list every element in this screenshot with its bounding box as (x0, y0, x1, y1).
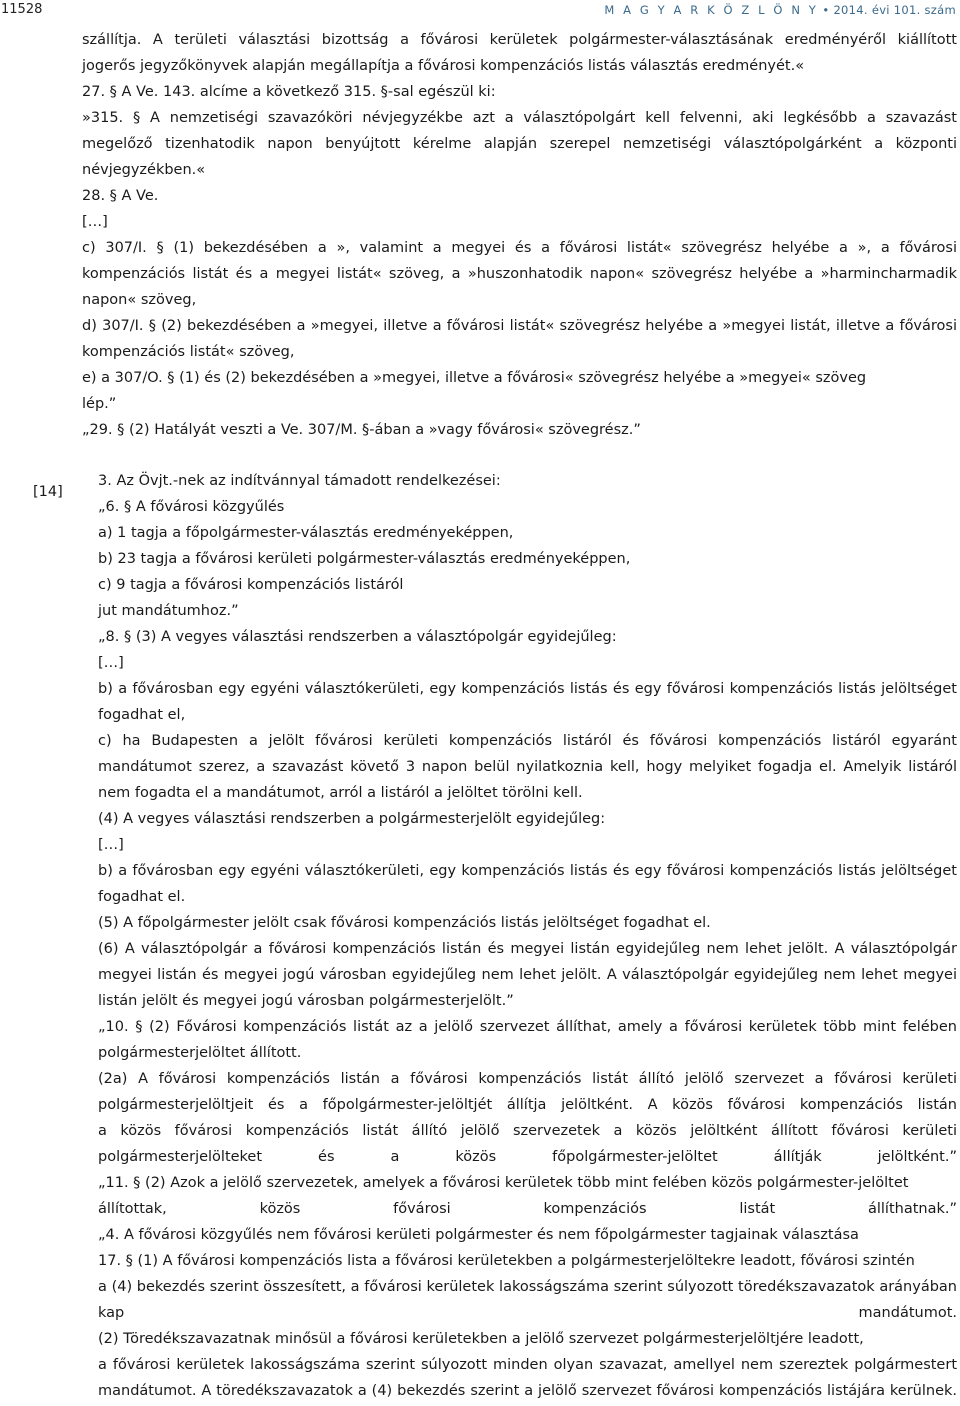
text-line: a fővárosi kerületek lakosságszáma szerint súlyozott minden olyan szavazat, amellyel nem szereztek polgármestert (98, 1357, 957, 1373)
text-line: b) a fővárosban egy egyéni választókerületi, egy kompenzációs listás és egy fővárosi kompenzációs listás jelöltséget (98, 863, 957, 879)
journal-info (604, 3, 956, 17)
text-line: kompenzációs listát és a megyei listát« szöveg, a »huszonhatodik napon« szövegrész helyébe a »harmincharmadik (82, 266, 957, 282)
text-line: (2) Töredékszavazatnak minősül a fővárosi kerületekben a jelölő szervezet polgármesterjelöltjére leadott, (98, 1331, 864, 1347)
text-line: (4) A vegyes választási rendszerben a polgármesterjelölt egyidejűleg: (98, 811, 606, 827)
text-line: 27. § A Ve. 143. alcíme a következő 315. §-sal egészül ki: (82, 84, 496, 100)
page-number: 11528 (1, 2, 43, 17)
text-line: kompenzációs listát« szöveg, (82, 344, 295, 360)
text-line: d) 307/I. § (2) bekezdésében a »megyei, illetve a fővárosi listát« szövegrész helyébe a »megyei listát, illetve a fővárosi (82, 318, 957, 334)
text-line: fogadhat el, (98, 707, 186, 723)
text-line: 17. § (1) A fővárosi kompenzációs lista a fővárosi kerületekben a polgármesterjelöltekre leadott, fővárosi szintén (98, 1253, 915, 1269)
text-line: névjegyzékben.« (82, 162, 206, 178)
text-line: jogerős jegyzőkönyvek alapján megállapítja a fővárosi kompenzációs listás választás eredményét.« (82, 58, 805, 74)
text-line: c) 9 tagja a fővárosi kompenzációs listáról (98, 577, 404, 593)
text-line: (5) A főpolgármester jelölt csak fővárosi kompenzációs listás jelöltséget fogadhat el. (98, 915, 711, 931)
text-line: mandátumot. A töredékszavazatok a (4) bekezdés szerint a jelölő szervezet fővárosi kompenzációs listájára kerülnek. (98, 1383, 957, 1399)
text-line: „6. § A fővárosi közgyűlés (98, 499, 285, 515)
text-line: „11. § (2) Azok a jelölő szervezetek, amelyek a fővárosi kerületek több mint felében közös polgármester-jelöltet (98, 1175, 909, 1191)
page-header (0, 0, 960, 22)
text-line: állítottak, közös fővárosi kompenzációs listát állíthatnak.” (98, 1201, 957, 1217)
text-line: a) 1 tagja a főpolgármester-választás eredményeképpen, (98, 525, 514, 541)
text-line: […] (98, 655, 124, 671)
text-line: c) ha Budapesten a jelölt fővárosi kerületi kompenzációs listáról és fővárosi kompenzációs listáról egyaránt (98, 733, 957, 749)
text-line: »315. § A nemzetiségi szavazóköri névjegyzékbe azt a választópolgárt kell felvenni, aki legkésőbb a szavazást (82, 110, 957, 126)
journal-title: M A G Y A R K Ö Z L Ö N Y (604, 3, 819, 17)
text-line: e) a 307/O. § (1) és (2) bekezdésében a »megyei, illetve a fővárosi« szövegrész helyébe a »megyei« szöveg (82, 370, 867, 386)
text-line: „4. A fővárosi közgyűlés nem fővárosi kerületi polgármester és nem főpolgármester tagjainak választása (98, 1227, 859, 1243)
text-line: 28. § A Ve. (82, 188, 159, 204)
text-line: nem fogadta el a mandátumot, arról a listáról a jelöltet törölni kell. (98, 785, 583, 801)
text-line: a (4) bekezdés szerint összesített, a fővárosi kerületek lakosságszáma szerint súlyozott töredékszavazatok arányában (98, 1279, 957, 1295)
text-line: b) a fővárosban egy egyéni választókerületi, egy kompenzációs listás és egy fővárosi kompenzációs listás jelöltséget (98, 681, 957, 697)
text-line: „29. § (2) Hatályát veszti a Ve. 307/M. §-ában a »vagy fővárosi« szövegrész.” (82, 422, 641, 438)
text-line: fogadhat el. (98, 889, 186, 905)
text-line: a közös fővárosi kompenzációs listát állító jelölő szervezetek a közös jelöltként állított fővárosi kerületi (98, 1123, 957, 1139)
issue-label: 2014. évi 101. szám (833, 3, 956, 17)
text-line: polgármesterjelöltet állított. (98, 1045, 302, 1061)
text-line: (2a) A fővárosi kompenzációs listán a fővárosi kompenzációs listát állító jelölő szervezet a fővárosi kerületi (98, 1071, 957, 1087)
text-line: megelőző tizenhatodik napon benyújtott kérelme alapján szerepel nemzetiségi választópolgárként a központi (82, 136, 957, 152)
text-line: polgármesterjelölteket és a közös főpolgármester-jelöltet állítják jelöltként.” (98, 1149, 957, 1165)
text-line: listán jelölt és megyei jogú városban polgármesterjelölt.” (98, 993, 514, 1009)
text-line: megyei listán és megyei jogú városban egyidejűleg nem lehet jelölt. A választópolgár egyidejűleg nem lehet megyei (98, 967, 957, 983)
text-line: napon« szöveg, (82, 292, 197, 308)
text-line: „8. § (3) A vegyes választási rendszerben a választópolgár egyidejűleg: (98, 629, 617, 645)
text-line: lép.” (82, 396, 117, 412)
text-line: jut mandátumhoz.” (98, 603, 239, 619)
text-line: b) 23 tagja a fővárosi kerületi polgármester-választás eredményeképpen, (98, 551, 631, 567)
text-line: kap mandátumot. (98, 1305, 957, 1321)
header-bullet: • (822, 3, 830, 17)
text-line: c) 307/I. § (1) bekezdésében a », valamint a megyei és a fővárosi listát« szövegrész helyébe a », a fővárosi (82, 240, 957, 256)
text-line: szállítja. A területi választási bizottság a fővárosi kerületek polgármester-választásának eredményéről kiállított (82, 32, 957, 48)
text-line: (6) A választópolgár a fővárosi kompenzációs listán és megyei listán egyidejűleg nem lehet jelölt. A választópolgár (98, 941, 957, 957)
text-line: polgármesterjelöltjeit és a főpolgármester-jelöltjét állítja jelöltként. A közös fővárosi kompenzációs listán (98, 1097, 957, 1113)
text-line: […] (98, 837, 124, 853)
section-marker: [14] (33, 484, 63, 500)
text-line: […] (82, 214, 108, 230)
text-line: mandátumot szerez, a szavazást követő 3 napon belül nyilatkoznia kell, hogy melyiket fogadja el. Amelyik listáról (98, 759, 957, 775)
text-line: „10. § (2) Fővárosi kompenzációs listát az a jelölő szervezet állíthat, amely a fővárosi kerületek több mint felében (98, 1019, 957, 1035)
text-line: 3. Az Övjt.-nek az indítvánnyal támadott rendelkezései: (98, 473, 501, 489)
